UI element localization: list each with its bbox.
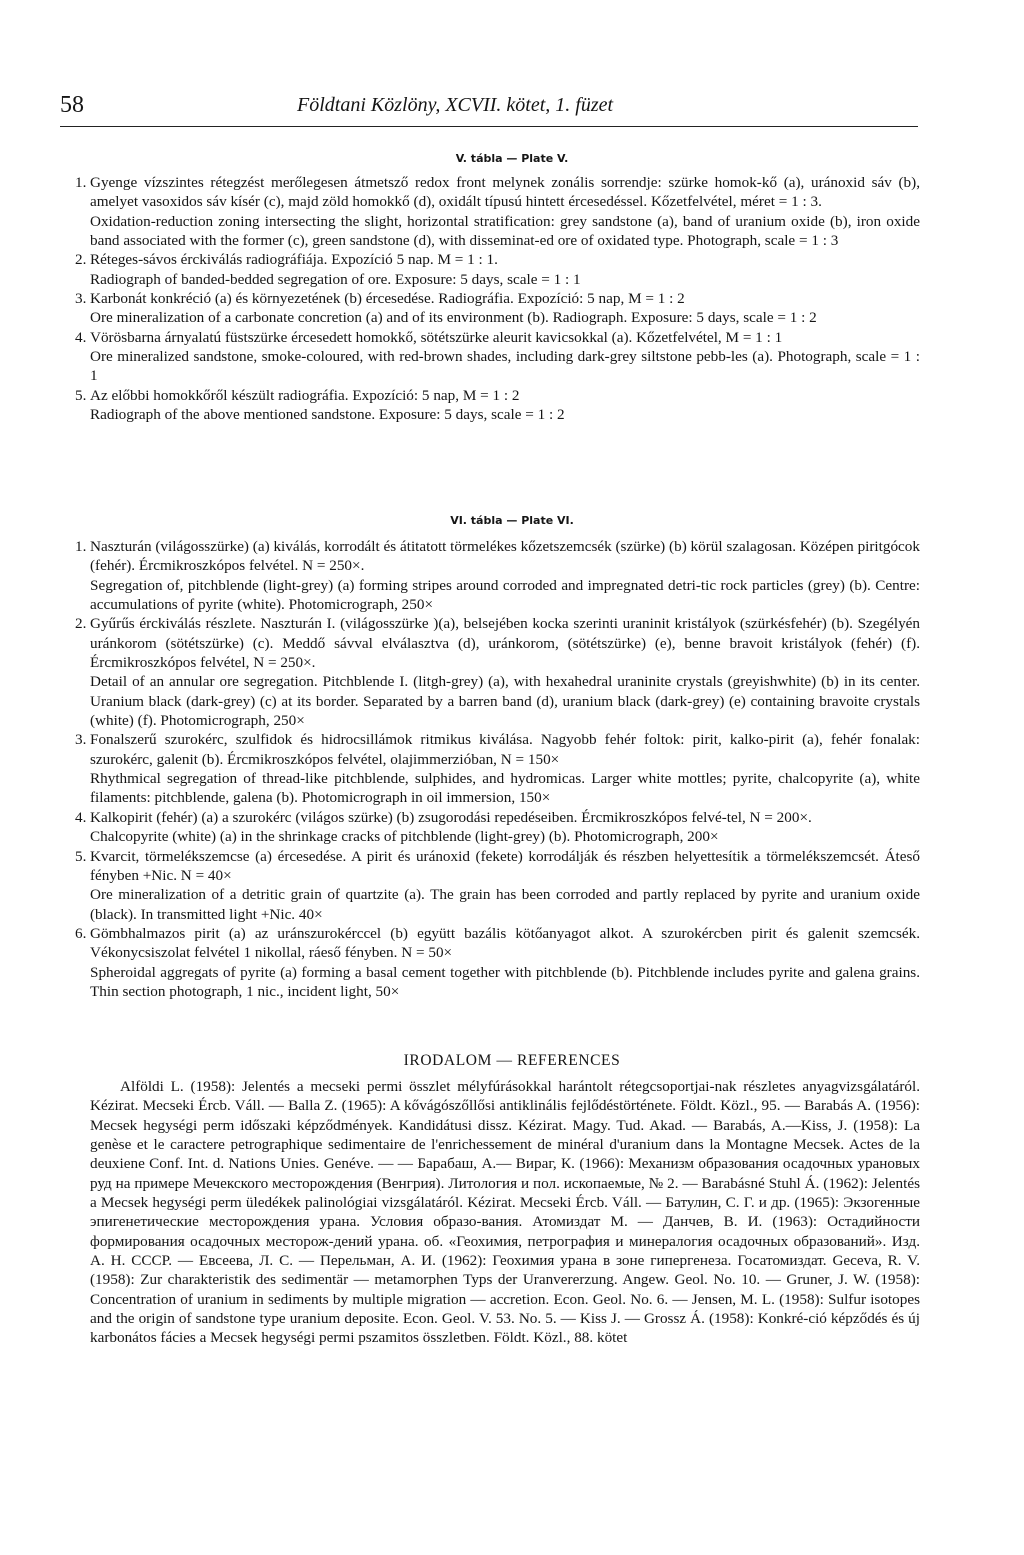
caption-item bbox=[75, 328, 920, 386]
plate-6-title: VI. tábla — Plate VI. bbox=[450, 514, 574, 527]
running-title: Földtani Közlöny, XCVII. kötet, 1. füzet bbox=[297, 94, 614, 116]
caption-item bbox=[75, 250, 920, 289]
caption-number: 5. bbox=[75, 847, 87, 865]
caption-number: 3. bbox=[75, 731, 87, 749]
page-number: 58 bbox=[60, 92, 84, 118]
plate-5-captions bbox=[75, 173, 920, 424]
caption-item bbox=[75, 614, 920, 730]
caption-english: Ore mineralized sandstone, smoke-coloured, with red-brown shades, including dark-grey siltstone pebb-les (a). Photograph, scale = 1 : 1 bbox=[90, 348, 920, 385]
caption-number: 2. bbox=[75, 615, 87, 633]
caption-number: 5. bbox=[75, 386, 87, 404]
caption-hungarian: Kvarcit, törmelékszemcse (a) ércesedése. A pirit és uránoxid (fekete) korrodálják és részben helyettesítik a törmelékszemcsét. Áteső fényben +Nic. N = 40× bbox=[90, 847, 920, 884]
caption-english: Ore mineralization of a carbonate concretion (a) and of its environment (b). Radiograph. Exposure: 5 days, scale = 1 : 2 bbox=[90, 309, 817, 327]
caption-item bbox=[75, 289, 920, 328]
caption-english: Radiograph of banded-bedded segregation of ore. Exposure: 5 days, scale = 1 : 1 bbox=[90, 270, 581, 288]
caption-english: Chalcopyrite (white) (a) in the shrinkage cracks of pitchblende (light-grey) (b). Photomicrograph, 200× bbox=[90, 828, 719, 846]
caption-hungarian: Gyűrűs érckiválás részlete. Naszturán I. (világosszürke )(a), belsejében kocka szerinti uraninit kristályok (szürkésfehér) (b). Szegélyén uránkorom (sötétszürke) (c). Meddő sávval elválasztva (d), uránkorom, (sötétszürke) (e), benne bravoit kristályok (fehér) (f). Ércmikroszkópos felvétel, N = 250×. bbox=[90, 615, 920, 672]
caption-number: 4. bbox=[75, 328, 87, 346]
caption-english: Ore mineralization of a detritic grain of quartzite (a). The grain has been corroded and partly replaced by pyrite and uranium oxide (black). In transmitted light +Nic. 40× bbox=[90, 886, 920, 923]
header-rule bbox=[60, 126, 918, 127]
caption-number: 1. bbox=[75, 174, 87, 191]
caption-number: 3. bbox=[75, 290, 87, 308]
caption-item bbox=[75, 537, 920, 614]
caption-hungarian: Karbonát konkréció (a) és környezetének (b) ércesedése. Radiográfia. Expozíció: 5 nap, M = 1 : 2 bbox=[90, 290, 685, 308]
caption-hungarian: Fonalszerű szurokérc, szulfidok és hidrocsillámok ritmikus kiválása. Nagyobb fehér foltok: pirit, kalko-pirit (a), fehér fonalak: szurokérc, galenit (b). Ércmikroszkópos felvétel, olajimmerzióban, N = 150× bbox=[90, 731, 920, 768]
caption-hungarian: Gyenge vízszintes rétegzést merőlegesen átmetsző redox front melynek zonális sorrendje: szürke homok-kő (a), uránoxid sáv (b), amelyet vasoxidos sáv kísér (c), majd zöld homokkő (d), oxidált típusú hintett ércesedéssel. Kőzetfelvétel, méret = 1 : 3. bbox=[90, 174, 920, 211]
caption-hungarian: Réteges-sávos érckiválás radiográfiája. Expozíció 5 nap. M = 1 : 1. bbox=[90, 251, 498, 269]
plate-6-captions bbox=[75, 537, 920, 1001]
caption-hungarian: Az előbbi homokkőről készült radiográfia. Expozíció: 5 nap, M = 1 : 2 bbox=[90, 386, 520, 404]
caption-hungarian: Naszturán (világosszürke) (a) kiválás, korrodált és átitatott törmelékes kőzetszemcsék (szürke) (b) körül szalagosan. Középen piritgócok (fehér). Ércmikroszkópos felvétel. N = 250×. bbox=[90, 538, 920, 575]
caption-item bbox=[75, 847, 920, 924]
caption-english: Rhythmical segregation of thread-like pitchblende, sulphides, and hydromicas. Larger white mottles; pyrite, chalcopyrite (a), white filaments: pitchblende, galena (b). Photomicrograph in oil immersion, 150× bbox=[90, 770, 920, 807]
caption-english: Spheroidal aggregats of pyrite (a) forming a basal cement together with pitchblende (b). Pitchblende includes pyrite and galena grains. Thin section photograph, 1 nic., incident light, 50× bbox=[90, 963, 920, 1000]
caption-hungarian: Kalkopirit (fehér) (a) a szurokérc (világos szürke) (b) zsugorodási repedéseiben. Ércmikroszkópos felvé-tel, N = 200×. bbox=[90, 808, 812, 826]
caption-item bbox=[75, 386, 920, 425]
caption-english: Oxidation-reduction zoning intersecting the slight, horizontal stratification: grey sandstone (a), band of uranium oxide (b), iron oxide band associated with the former (c), green sandstone (d), with disseminat-ed ore of oxidated type. Photograph, scale = 1 : 3 bbox=[90, 212, 920, 250]
caption-item bbox=[75, 808, 920, 847]
caption-item bbox=[75, 924, 920, 1001]
references-text: Alföldi L. (1958): Jelentés a mecseki permi összlet mélyfúrásokkal harántolt rétegcsoportjai-nak részletes anyagvizsgálatáról. Kézirat. Mecseki Ércb. Váll. — Balla Z. (1965): A kővágószőllősi antiklinális fejlődéstörténete. Földt. Közl., 95. — Barabás A. (1956): Mecsek hegységi perm időszaki képződmények. Kandidátusi dissz. Kézirat. Magy. Tud. Akad. — Barabás, A.—Kiss, J. (1958): La genèse et le caractere petrographique sedimentaire de l'enrichessement de minéral d'uranium dans la Montagne Mecsek. Actes de la deuxiene Conf. Int. d. Nations Unies. Genéve. — — Барабаш, А.— Вираг, К. (1966): Механизм образования осадочных урановых руд на примере Мечекского месторождения (Венгрия). Литология и пол. ископаемые, № 2. — Barabásné Stuhl Á. (1962): Jelentés a Mecsek hegységi perm üledékek palinológiai vizsgálatáról. Kézirat. Mecseki Ércb. Váll. — Батулин, С. Г. и др. (1965): Экзогенные эпигенетические месторождения урана. Условия образо-вания. Атомиздат М. — Данчев, В. И. (1963): Остадийности формирования осадочных месторож-дений урана. об. «Геохимия, петрография и минералогия осадочных образований». Изд. А. Н. СССР. — Евсеева, Л. С. — Перельман, А. И. (1962): Геохимия урана в зоне гипергенеза. Госатомиздат. Geceva, R. V. (1958): Zur charakteristik des sedimentär — metamorphen Typs der Uranvererzung. Angew. Geol. No. 10. — Gruner, J. W. (1958): Concentration of uranium in sediments by multiple migration — accretion. Econ. Geol. No. 6. — Jensen, M. L. (1958): Sulfur isotopes and the origin of sandstone type uranium deposite. Econ. Geol. V. 53. No. 5. — Kiss J. — Grossz Á. (1958): Konkré-ció képződés és új karbonátos fácies a Mecsek hegységi permi pszamitos összletben. Földt. Közl., 88. kötet bbox=[90, 1078, 920, 1347]
page-header bbox=[60, 92, 918, 126]
caption-item bbox=[75, 173, 920, 250]
caption-english: Radiograph of the above mentioned sandstone. Exposure: 5 days, scale = 1 : 2 bbox=[90, 406, 565, 424]
caption-number: 1. bbox=[75, 538, 87, 555]
plate-5-title: V. tábla — Plate V. bbox=[455, 152, 569, 165]
caption-number: 6. bbox=[75, 924, 87, 942]
caption-item bbox=[75, 730, 920, 807]
caption-english: Detail of an annular ore segregation. Pitchblende I. (litgh-grey) (a), with hexahedral uraninite crystals (greyishwhite) (b) in its center. Uranium black (dark-grey) (c) at its border. Separated by a barren band (d), uranium black (dark-grey) (e) containing bravoite crystals (white) (f). Photomicrograph, 250× bbox=[90, 673, 920, 730]
caption-number: 2. bbox=[75, 251, 87, 269]
references-title: IRODALOM — REFERENCES bbox=[403, 1052, 621, 1069]
caption-hungarian: Vörösbarna árnyalatú füstszürke ércesedett homokkő, sötétszürke aleurit kavicsokkal (a). Kőzetfelvétel, M = 1 : 1 bbox=[90, 328, 783, 346]
caption-english: Segregation of, pitchblende (light-grey) (a) forming stripes around corroded and impregnated detri-tic rock particles (grey) (b). Centre: accumulations of pyrite (white). Photomicrograph, 250× bbox=[90, 576, 920, 614]
caption-number: 4. bbox=[75, 808, 87, 826]
caption-hungarian: Gömbhalmazos pirit (a) az uránszurokérccel (b) együtt bazális kötőanyagot alkot. A szurokércben pirit és galenit szemcsék. Vékonycsiszolat felvétel 1 nikollal, ráeső fényben. N = 50× bbox=[90, 924, 920, 962]
